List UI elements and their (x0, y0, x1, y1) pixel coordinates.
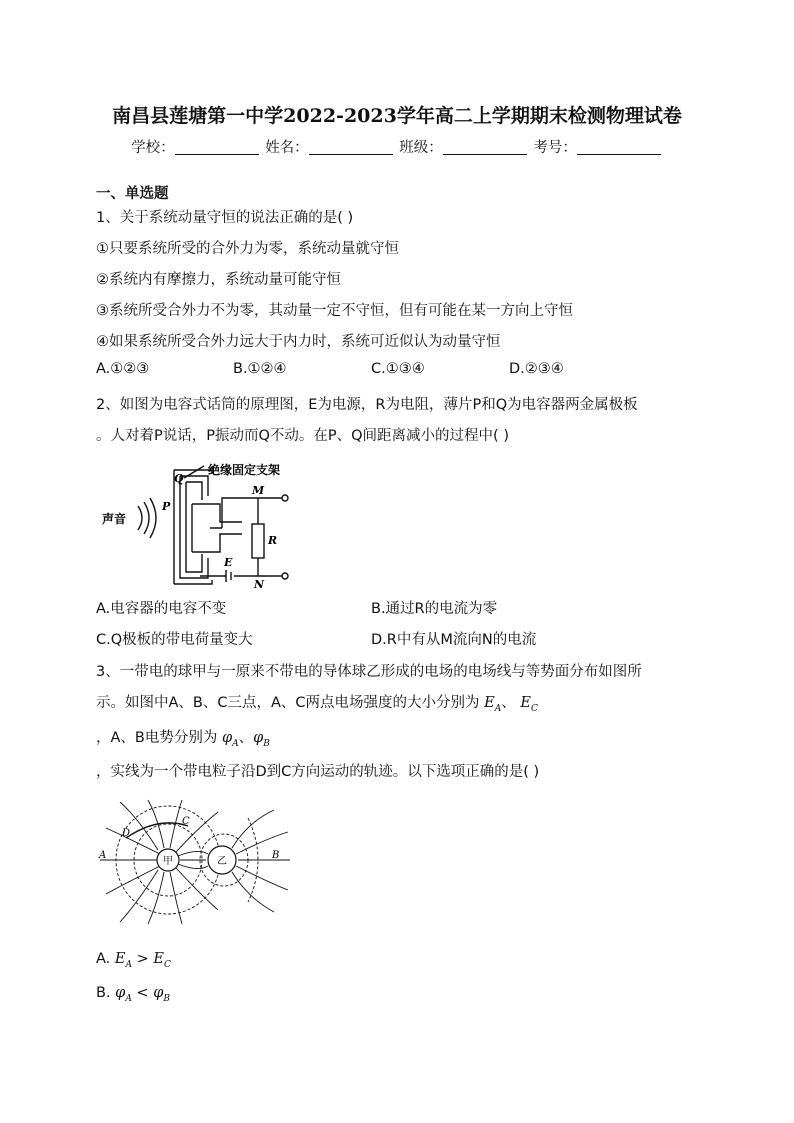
q3-option-b-label: B. (96, 985, 111, 1001)
q3-line-2-row (96, 691, 538, 714)
label-a: A (99, 850, 107, 861)
name-label: 姓名： (265, 140, 309, 156)
label-d: D (122, 828, 131, 839)
q1-option-b[interactable]: B.①②④ (233, 361, 287, 377)
q1-item-3: ③系统所受合外力不为零，其动量一定不守恒，但有可能在某一方向上守恒 (96, 303, 573, 319)
label-jia: 甲 (163, 856, 173, 867)
name-blank[interactable] (309, 140, 393, 155)
q3-line-1: 3、一带电的球甲与一原来不带电的导体球乙形成的电场的电场线与等势面分布如图所 (96, 664, 642, 680)
q3-potential-symbols: $\varphi_A$、$\varphi_B$ (221, 730, 270, 749)
q1-item-4: ④如果系统所受合外力远大于内力时，系统可近似认为动量守恒 (96, 334, 501, 350)
q3-option-b[interactable] (96, 985, 170, 1004)
q3-option-a-label: A. (96, 951, 111, 967)
q1-stem: 1、关于系统动量守恒的说法正确的是( ) (96, 210, 354, 226)
microphone-circuit-diagram (100, 460, 310, 588)
q3-option-a[interactable] (96, 951, 171, 970)
q2-option-a[interactable]: A.电容器的电容不变 (96, 601, 227, 617)
q3-line-3-row (96, 726, 270, 749)
exam-number-blank[interactable] (577, 140, 661, 155)
q3-option-a-formula: $E_A > E_C$ (114, 951, 171, 970)
school-blank[interactable] (175, 140, 259, 155)
label-p: P (162, 500, 171, 513)
electric-field-diagram (98, 798, 298, 928)
school-label: 学校： (131, 140, 175, 156)
q3-option-b-formula: $\varphi_A < \varphi_B$ (115, 985, 170, 1004)
q3-line-4: ，实线为一个带电粒子沿D到C方向运动的轨迹。以下选项正确的是( ) (96, 764, 540, 780)
label-m: M (252, 484, 265, 497)
class-blank[interactable] (443, 140, 527, 155)
sound-label: 声音 (102, 512, 127, 526)
q1-option-c[interactable]: C.①③④ (371, 361, 425, 377)
section-title: 一、单选题 (96, 186, 169, 202)
q1-option-a[interactable]: A.①②③ (96, 361, 150, 377)
q1-option-d[interactable]: D.②③④ (509, 361, 564, 377)
q2-option-d[interactable]: D.R中有从M流向N的电流 (371, 632, 537, 648)
label-e: E (224, 556, 233, 569)
q3-field-strength-symbols: $E_A$、 $E_C$ (484, 695, 538, 714)
q1-item-2: ②系统内有摩擦力，系统动量可能守恒 (96, 272, 341, 288)
q2-option-b[interactable]: B.通过R的电流为零 (371, 601, 498, 617)
label-c: C (182, 816, 190, 827)
label-yi: 乙 (217, 856, 227, 867)
exam-title: 南昌县莲塘第一中学2022-2023学年高二上学期期末检测物理试卷 (112, 105, 682, 127)
q1-item-1: ①只要系统所受的合外力为零，系统动量就守恒 (96, 241, 399, 257)
label-r: R (268, 534, 278, 547)
label-q: Q (174, 472, 184, 485)
q2-line-1: 2、如图为电容式话筒的原理图，E为电源，R为电阻，薄片P和Q为电容器两金属极板 (96, 397, 638, 413)
label-n: N (254, 578, 265, 588)
student-info-row (0, 136, 794, 157)
support-label: 绝缘固定支架 (208, 463, 281, 477)
q2-option-c[interactable]: C.Q极板的带电荷量变大 (96, 632, 253, 648)
label-b: B (272, 850, 280, 861)
q3-line-2: 示。如图中A、B、C三点，A、C两点电场强度的大小分别为 (96, 695, 480, 711)
class-label: 班级： (399, 140, 443, 156)
q2-line-2: 。人对着P说话，P振动而Q不动。在P、Q间距离减小的过程中( ) (96, 428, 509, 444)
exam-number-label: 考号： (533, 140, 577, 156)
q3-line-3: ，A、B电势分别为 (96, 730, 218, 746)
